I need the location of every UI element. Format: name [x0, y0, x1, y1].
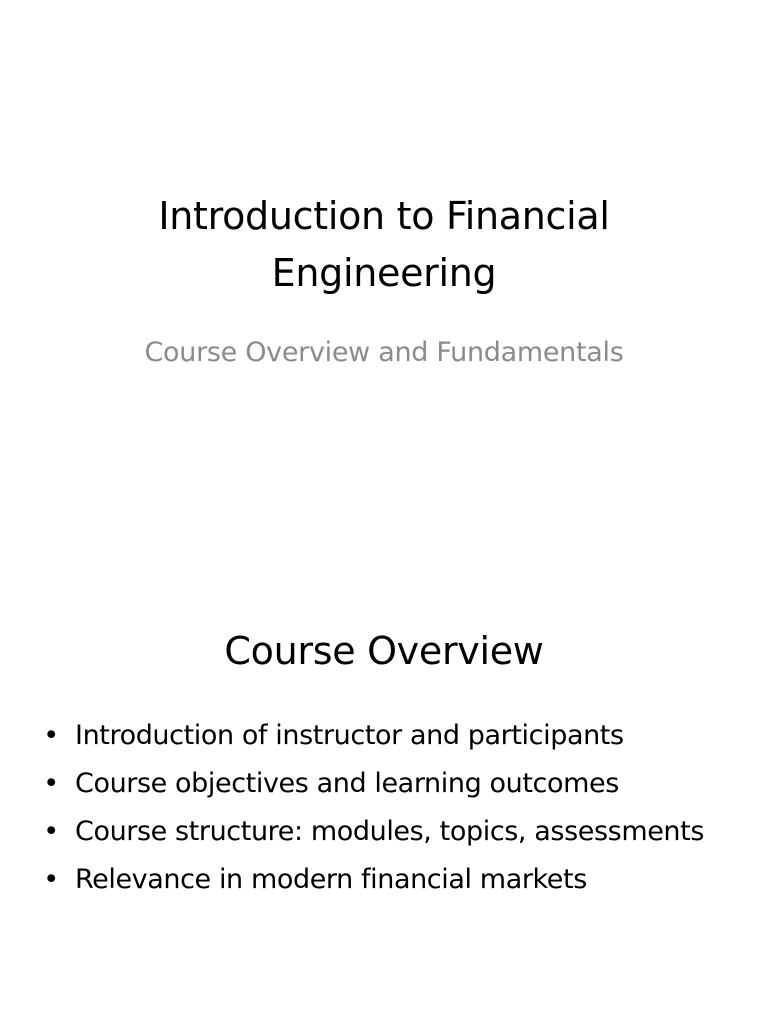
bullet-icon: • — [43, 864, 59, 895]
bullet-item — [38, 812, 718, 852]
bullet-item — [38, 764, 718, 804]
bullet-icon: • — [43, 720, 59, 751]
bullet-item — [38, 860, 718, 900]
bullet-text: Course objectives and learning outcomes — [75, 768, 619, 799]
bullet-icon: • — [43, 816, 59, 847]
slide-title: Introduction to Financial Engineering — [158, 194, 610, 295]
bullet-item — [38, 716, 718, 756]
bullet-text: Introduction of instructor and participants — [75, 720, 624, 751]
slide-subtitle: Course Overview and Fundamentals — [144, 337, 624, 368]
bullet-list — [38, 716, 718, 908]
content-slide — [0, 512, 768, 1024]
bullet-text: Course structure: modules, topics, assessments — [75, 816, 704, 847]
title-placeholder — [80, 188, 688, 302]
slide-heading: Course Overview — [224, 629, 544, 673]
bullet-icon: • — [43, 768, 59, 799]
bullet-text: Relevance in modern financial markets — [75, 864, 587, 895]
